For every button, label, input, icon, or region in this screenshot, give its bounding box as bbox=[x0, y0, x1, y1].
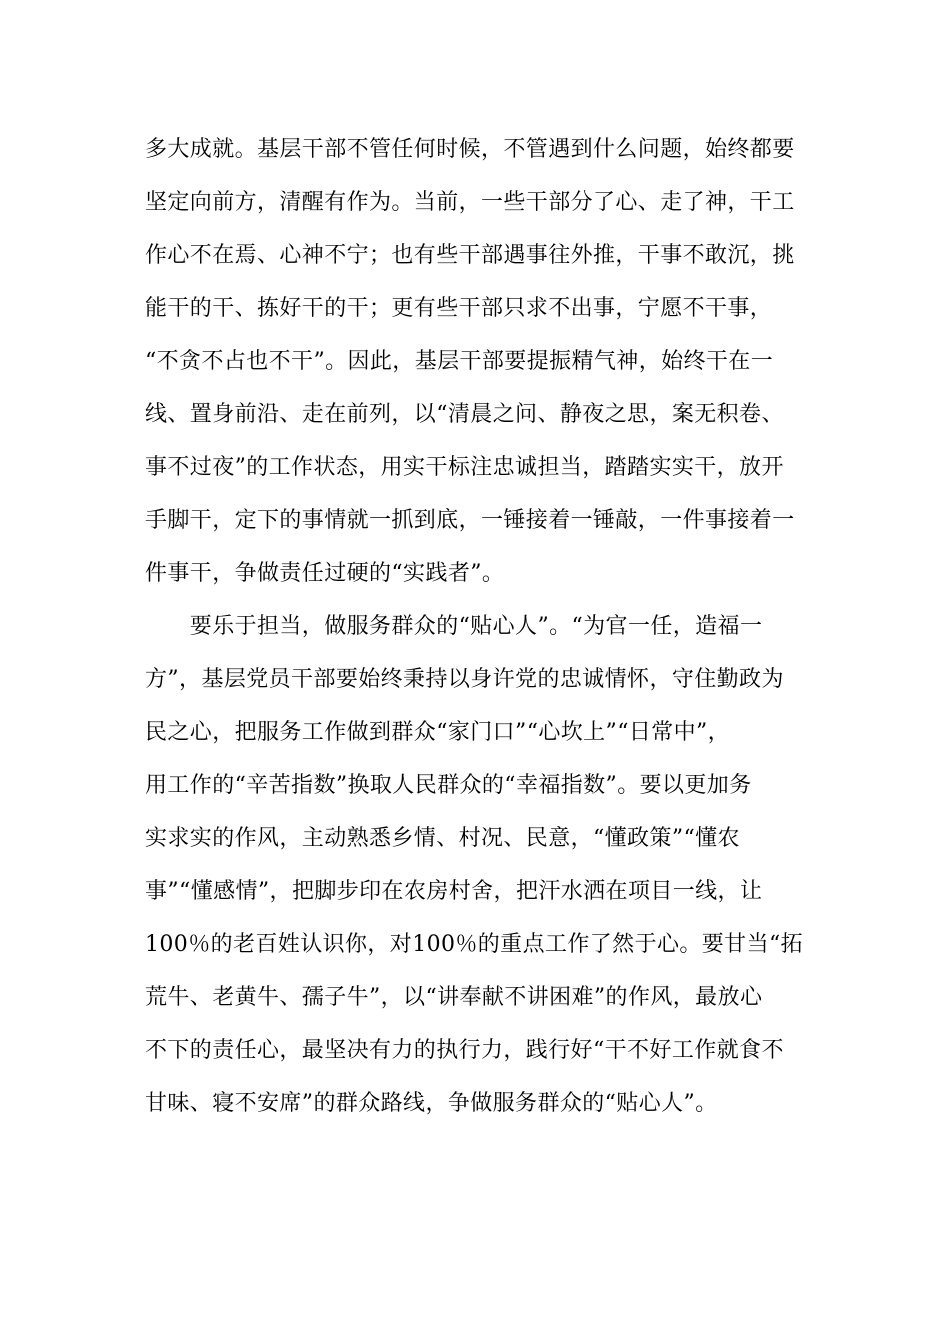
text-line: 事”“懂感情”，把脚步印在农房村舍，把汗水洒在项目一线，让 bbox=[145, 879, 763, 904]
text-line: 多大成就。基层干部不管任何时候，不管遇到什么问题，始终都要 bbox=[145, 137, 795, 162]
text-line: 方”，基层党员干部要始终秉持以身许党的忠诚情怀，守住勤政为 bbox=[145, 667, 784, 692]
text-line: 能干的干、拣好干的干；更有些干部只求不出事，宁愿不干事， bbox=[145, 296, 773, 321]
text-line: 件事干，争做责任过硬的“实践者”。 bbox=[145, 561, 505, 586]
text-line: 甘味、寝不安席”的群众路线，争做服务群众的“贴心人”。 bbox=[145, 1091, 718, 1116]
text-line: “不贪不占也不干”。因此，基层干部要提振精气神，始终干在一 bbox=[145, 349, 774, 374]
text-line: 不下的责任心，最坚决有力的执行力，践行好“干不好工作就食不 bbox=[145, 1038, 784, 1063]
text-line: 民之心，把服务工作做到群众“家门口”“心坎上”“日常中”， bbox=[145, 720, 731, 745]
text-line: 手脚干，定下的事情就一抓到底，一锤接着一锤敲，一件事接着一 bbox=[145, 508, 795, 533]
text-line: 荒牛、老黄牛、孺子牛”，以“讲奉献不讲困难”的作风，最放心 bbox=[145, 985, 763, 1010]
text-line: 作心不在焉、心神不宁；也有些干部遇事往外推，干事不敢沉，挑 bbox=[145, 243, 795, 268]
text-line: 用工作的“辛苦指数”换取人民群众的“幸福指数”。要以更加务 bbox=[145, 773, 752, 798]
text-line: 实求实的作风，主动熟悉乡情、村况、民意，“懂政策”“懂农 bbox=[145, 826, 740, 851]
text-line: 坚定向前方，清醒有作为。当前，一些干部分了心、走了神，干工 bbox=[145, 190, 795, 215]
text-line: 线、置身前沿、走在前列，以“清晨之问、静夜之思，案无积卷、 bbox=[145, 402, 784, 427]
text-line: 事不过夜”的工作状态，用实干标注忠诚担当，踏踏实实干，放开 bbox=[145, 455, 784, 480]
text-line: 100％的老百姓认识你，对100％的重点工作了然于心。要甘当“拓 bbox=[145, 932, 804, 957]
paragraph-start-line: 要乐于担当，做服务群众的“贴心人”。“为官一任，造福一 bbox=[145, 614, 763, 639]
